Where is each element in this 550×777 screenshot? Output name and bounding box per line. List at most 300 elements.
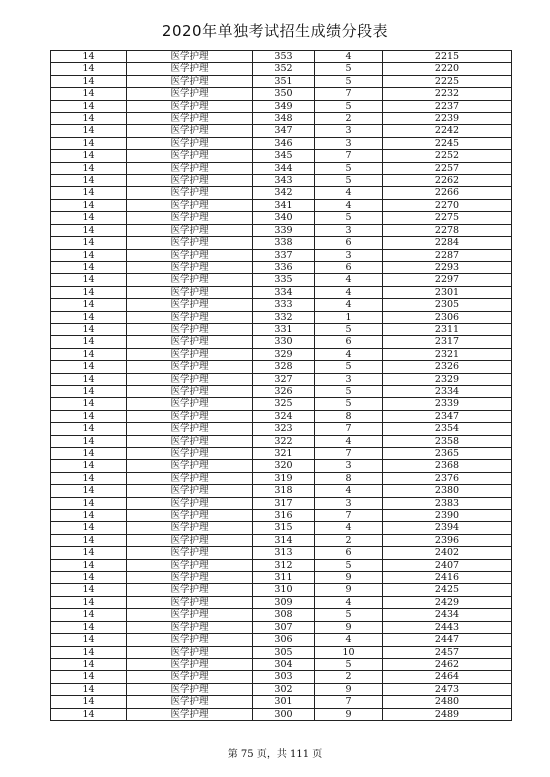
count-cell: 4 — [315, 634, 383, 646]
table-row — [51, 485, 512, 497]
category-code-cell: 14 — [51, 596, 127, 608]
score-cell: 307 — [253, 621, 315, 633]
major-cell: 医学护理 — [127, 534, 253, 546]
table-row — [51, 336, 512, 348]
count-cell: 9 — [315, 584, 383, 596]
page-title: 2020年单独考试招生成绩分段表 — [161, 22, 389, 40]
category-code-cell: 14 — [51, 646, 127, 658]
major-cell: 医学护理 — [127, 423, 253, 435]
score-cell: 313 — [253, 547, 315, 559]
score-cell: 306 — [253, 634, 315, 646]
major-cell: 医学护理 — [127, 63, 253, 75]
major-cell: 医学护理 — [127, 410, 253, 422]
count-cell: 5 — [315, 75, 383, 87]
table-row — [51, 361, 512, 373]
cumulative-cell: 2225 — [383, 75, 512, 87]
score-cell: 339 — [253, 224, 315, 236]
cumulative-cell: 2368 — [383, 460, 512, 472]
category-code-cell: 14 — [51, 274, 127, 286]
count-cell: 5 — [315, 385, 383, 397]
category-code-cell: 14 — [51, 385, 127, 397]
table-row — [51, 646, 512, 658]
count-cell: 1 — [315, 311, 383, 323]
score-cell: 324 — [253, 410, 315, 422]
major-cell: 医学护理 — [127, 212, 253, 224]
score-cell: 333 — [253, 299, 315, 311]
cumulative-cell: 2464 — [383, 671, 512, 683]
major-cell: 医学护理 — [127, 175, 253, 187]
table-row — [51, 323, 512, 335]
score-cell: 319 — [253, 472, 315, 484]
score-cell: 330 — [253, 336, 315, 348]
count-cell: 9 — [315, 708, 383, 720]
major-cell: 医学护理 — [127, 609, 253, 621]
score-cell: 342 — [253, 187, 315, 199]
major-cell: 医学护理 — [127, 299, 253, 311]
category-code-cell: 14 — [51, 634, 127, 646]
count-cell: 4 — [315, 199, 383, 211]
major-cell: 医学护理 — [127, 373, 253, 385]
cumulative-cell: 2239 — [383, 113, 512, 125]
cumulative-cell: 2489 — [383, 708, 512, 720]
score-cell: 323 — [253, 423, 315, 435]
table-row — [51, 671, 512, 683]
count-cell: 8 — [315, 472, 383, 484]
table-row — [51, 683, 512, 695]
category-code-cell: 14 — [51, 137, 127, 149]
table-row — [51, 75, 512, 87]
count-cell: 5 — [315, 212, 383, 224]
score-cell: 325 — [253, 398, 315, 410]
category-code-cell: 14 — [51, 212, 127, 224]
category-code-cell: 14 — [51, 460, 127, 472]
cumulative-cell: 2311 — [383, 323, 512, 335]
category-code-cell: 14 — [51, 572, 127, 584]
table-row — [51, 348, 512, 360]
score-cell: 353 — [253, 51, 315, 63]
table-row — [51, 51, 512, 63]
table-row — [51, 175, 512, 187]
count-cell: 10 — [315, 646, 383, 658]
table-row — [51, 88, 512, 100]
cumulative-cell: 2416 — [383, 572, 512, 584]
cumulative-cell: 2266 — [383, 187, 512, 199]
cumulative-cell: 2245 — [383, 137, 512, 149]
page-footer: 第 75 页，共 111 页 — [227, 749, 323, 760]
score-cell: 309 — [253, 596, 315, 608]
cumulative-cell: 2457 — [383, 646, 512, 658]
category-code-cell: 14 — [51, 187, 127, 199]
table-row — [51, 559, 512, 571]
major-cell: 医学护理 — [127, 547, 253, 559]
count-cell: 7 — [315, 696, 383, 708]
score-cell: 318 — [253, 485, 315, 497]
major-cell: 医学护理 — [127, 398, 253, 410]
cumulative-cell: 2390 — [383, 510, 512, 522]
category-code-cell: 14 — [51, 348, 127, 360]
count-cell: 7 — [315, 510, 383, 522]
count-cell: 2 — [315, 113, 383, 125]
category-code-cell: 14 — [51, 261, 127, 273]
count-cell: 4 — [315, 286, 383, 298]
table-row — [51, 299, 512, 311]
score-cell: 304 — [253, 658, 315, 670]
table-row — [51, 199, 512, 211]
category-code-cell: 14 — [51, 175, 127, 187]
major-cell: 医学护理 — [127, 137, 253, 149]
score-cell: 300 — [253, 708, 315, 720]
major-cell: 医学护理 — [127, 708, 253, 720]
score-cell: 336 — [253, 261, 315, 273]
score-table-body — [51, 51, 512, 721]
score-cell: 327 — [253, 373, 315, 385]
major-cell: 医学护理 — [127, 658, 253, 670]
score-cell: 345 — [253, 150, 315, 162]
major-cell: 医学护理 — [127, 671, 253, 683]
table-row — [51, 286, 512, 298]
major-cell: 医学护理 — [127, 472, 253, 484]
table-row — [51, 423, 512, 435]
table-row — [51, 460, 512, 472]
count-cell: 3 — [315, 497, 383, 509]
major-cell: 医学护理 — [127, 199, 253, 211]
table-row — [51, 572, 512, 584]
score-cell: 310 — [253, 584, 315, 596]
count-cell: 3 — [315, 224, 383, 236]
major-cell: 医学护理 — [127, 323, 253, 335]
table-row — [51, 249, 512, 261]
count-cell: 9 — [315, 572, 383, 584]
score-cell: 301 — [253, 696, 315, 708]
score-cell: 348 — [253, 113, 315, 125]
category-code-cell: 14 — [51, 336, 127, 348]
category-code-cell: 14 — [51, 609, 127, 621]
table-row — [51, 187, 512, 199]
table-row — [51, 212, 512, 224]
cumulative-cell: 2287 — [383, 249, 512, 261]
cumulative-cell: 2301 — [383, 286, 512, 298]
table-row — [51, 658, 512, 670]
score-cell: 326 — [253, 385, 315, 397]
count-cell: 9 — [315, 683, 383, 695]
category-code-cell: 14 — [51, 249, 127, 261]
category-code-cell: 14 — [51, 658, 127, 670]
category-code-cell: 14 — [51, 621, 127, 633]
score-cell: 332 — [253, 311, 315, 323]
category-code-cell: 14 — [51, 683, 127, 695]
major-cell: 医学护理 — [127, 522, 253, 534]
category-code-cell: 14 — [51, 472, 127, 484]
score-cell: 344 — [253, 162, 315, 174]
category-code-cell: 14 — [51, 237, 127, 249]
major-cell: 医学护理 — [127, 88, 253, 100]
score-cell: 317 — [253, 497, 315, 509]
cumulative-cell: 2262 — [383, 175, 512, 187]
table-row — [51, 311, 512, 323]
table-row — [51, 274, 512, 286]
major-cell: 医学护理 — [127, 361, 253, 373]
table-row — [51, 398, 512, 410]
cumulative-cell: 2443 — [383, 621, 512, 633]
category-code-cell: 14 — [51, 510, 127, 522]
category-code-cell: 14 — [51, 199, 127, 211]
count-cell: 4 — [315, 51, 383, 63]
score-table — [50, 50, 512, 721]
table-row — [51, 634, 512, 646]
count-cell: 4 — [315, 348, 383, 360]
category-code-cell: 14 — [51, 696, 127, 708]
score-cell: 343 — [253, 175, 315, 187]
category-code-cell: 14 — [51, 311, 127, 323]
table-row — [51, 547, 512, 559]
cumulative-cell: 2237 — [383, 100, 512, 112]
score-cell: 312 — [253, 559, 315, 571]
score-cell: 315 — [253, 522, 315, 534]
major-cell: 医学护理 — [127, 162, 253, 174]
cumulative-cell: 2429 — [383, 596, 512, 608]
score-cell: 350 — [253, 88, 315, 100]
cumulative-cell: 2305 — [383, 299, 512, 311]
count-cell: 6 — [315, 261, 383, 273]
major-cell: 医学护理 — [127, 261, 253, 273]
cumulative-cell: 2394 — [383, 522, 512, 534]
table-row — [51, 609, 512, 621]
major-cell: 医学护理 — [127, 286, 253, 298]
major-cell: 医学护理 — [127, 696, 253, 708]
cumulative-cell: 2278 — [383, 224, 512, 236]
cumulative-cell: 2321 — [383, 348, 512, 360]
table-row — [51, 224, 512, 236]
score-cell: 302 — [253, 683, 315, 695]
cumulative-cell: 2242 — [383, 125, 512, 137]
score-cell: 346 — [253, 137, 315, 149]
count-cell: 6 — [315, 547, 383, 559]
count-cell: 4 — [315, 274, 383, 286]
count-cell: 4 — [315, 299, 383, 311]
cumulative-cell: 2232 — [383, 88, 512, 100]
score-cell: 322 — [253, 435, 315, 447]
table-row — [51, 522, 512, 534]
count-cell: 2 — [315, 534, 383, 546]
score-cell: 349 — [253, 100, 315, 112]
score-cell: 338 — [253, 237, 315, 249]
count-cell: 7 — [315, 150, 383, 162]
count-cell: 5 — [315, 323, 383, 335]
table-row — [51, 696, 512, 708]
score-cell: 352 — [253, 63, 315, 75]
table-row — [51, 621, 512, 633]
cumulative-cell: 2376 — [383, 472, 512, 484]
table-row — [51, 100, 512, 112]
count-cell: 4 — [315, 187, 383, 199]
cumulative-cell: 2284 — [383, 237, 512, 249]
cumulative-cell: 2447 — [383, 634, 512, 646]
cumulative-cell: 2220 — [383, 63, 512, 75]
count-cell: 5 — [315, 609, 383, 621]
cumulative-cell: 2380 — [383, 485, 512, 497]
category-code-cell: 14 — [51, 63, 127, 75]
category-code-cell: 14 — [51, 485, 127, 497]
table-row — [51, 373, 512, 385]
category-code-cell: 14 — [51, 150, 127, 162]
count-cell: 3 — [315, 373, 383, 385]
score-cell: 351 — [253, 75, 315, 87]
major-cell: 医学护理 — [127, 51, 253, 63]
cumulative-cell: 2317 — [383, 336, 512, 348]
cumulative-cell: 2383 — [383, 497, 512, 509]
cumulative-cell: 2473 — [383, 683, 512, 695]
category-code-cell: 14 — [51, 423, 127, 435]
count-cell: 4 — [315, 435, 383, 447]
count-cell: 7 — [315, 88, 383, 100]
count-cell: 6 — [315, 237, 383, 249]
category-code-cell: 14 — [51, 708, 127, 720]
cumulative-cell: 2293 — [383, 261, 512, 273]
count-cell: 5 — [315, 361, 383, 373]
score-cell: 311 — [253, 572, 315, 584]
category-code-cell: 14 — [51, 547, 127, 559]
major-cell: 医学护理 — [127, 311, 253, 323]
category-code-cell: 14 — [51, 410, 127, 422]
count-cell: 7 — [315, 448, 383, 460]
major-cell: 医学护理 — [127, 348, 253, 360]
cumulative-cell: 2215 — [383, 51, 512, 63]
category-code-cell: 14 — [51, 100, 127, 112]
table-row — [51, 435, 512, 447]
score-cell: 335 — [253, 274, 315, 286]
major-cell: 医学护理 — [127, 249, 253, 261]
cumulative-cell: 2257 — [383, 162, 512, 174]
count-cell: 3 — [315, 460, 383, 472]
table-row — [51, 385, 512, 397]
score-cell: 303 — [253, 671, 315, 683]
category-code-cell: 14 — [51, 448, 127, 460]
count-cell: 6 — [315, 336, 383, 348]
table-row — [51, 448, 512, 460]
cumulative-cell: 2275 — [383, 212, 512, 224]
score-cell: 320 — [253, 460, 315, 472]
cumulative-cell: 2407 — [383, 559, 512, 571]
cumulative-cell: 2396 — [383, 534, 512, 546]
count-cell: 3 — [315, 137, 383, 149]
score-cell: 316 — [253, 510, 315, 522]
category-code-cell: 14 — [51, 497, 127, 509]
major-cell: 医学护理 — [127, 150, 253, 162]
cumulative-cell: 2358 — [383, 435, 512, 447]
category-code-cell: 14 — [51, 125, 127, 137]
count-cell: 3 — [315, 125, 383, 137]
major-cell: 医学护理 — [127, 572, 253, 584]
table-row — [51, 510, 512, 522]
cumulative-cell: 2329 — [383, 373, 512, 385]
cumulative-cell: 2252 — [383, 150, 512, 162]
count-cell: 8 — [315, 410, 383, 422]
category-code-cell: 14 — [51, 323, 127, 335]
cumulative-cell: 2425 — [383, 584, 512, 596]
table-row — [51, 137, 512, 149]
category-code-cell: 14 — [51, 534, 127, 546]
major-cell: 医学护理 — [127, 497, 253, 509]
major-cell: 医学护理 — [127, 75, 253, 87]
category-code-cell: 14 — [51, 671, 127, 683]
category-code-cell: 14 — [51, 113, 127, 125]
cumulative-cell: 2462 — [383, 658, 512, 670]
cumulative-cell: 2306 — [383, 311, 512, 323]
major-cell: 医学护理 — [127, 125, 253, 137]
table-row — [51, 63, 512, 75]
cumulative-cell: 2480 — [383, 696, 512, 708]
count-cell: 5 — [315, 658, 383, 670]
major-cell: 医学护理 — [127, 584, 253, 596]
category-code-cell: 14 — [51, 299, 127, 311]
category-code-cell: 14 — [51, 435, 127, 447]
table-row — [51, 534, 512, 546]
score-cell: 331 — [253, 323, 315, 335]
cumulative-cell: 2339 — [383, 398, 512, 410]
major-cell: 医学护理 — [127, 435, 253, 447]
category-code-cell: 14 — [51, 373, 127, 385]
major-cell: 医学护理 — [127, 460, 253, 472]
score-cell: 328 — [253, 361, 315, 373]
table-row — [51, 113, 512, 125]
cumulative-cell: 2270 — [383, 199, 512, 211]
category-code-cell: 14 — [51, 162, 127, 174]
cumulative-cell: 2326 — [383, 361, 512, 373]
count-cell: 5 — [315, 162, 383, 174]
count-cell: 4 — [315, 596, 383, 608]
cumulative-cell: 2334 — [383, 385, 512, 397]
major-cell: 医学护理 — [127, 634, 253, 646]
table-row — [51, 472, 512, 484]
score-cell: 308 — [253, 609, 315, 621]
major-cell: 医学护理 — [127, 224, 253, 236]
cumulative-cell: 2347 — [383, 410, 512, 422]
category-code-cell: 14 — [51, 584, 127, 596]
count-cell: 5 — [315, 63, 383, 75]
table-row — [51, 410, 512, 422]
cumulative-cell: 2365 — [383, 448, 512, 460]
category-code-cell: 14 — [51, 51, 127, 63]
score-cell: 305 — [253, 646, 315, 658]
score-cell: 337 — [253, 249, 315, 261]
count-cell: 5 — [315, 100, 383, 112]
major-cell: 医学护理 — [127, 559, 253, 571]
table-row — [51, 584, 512, 596]
category-code-cell: 14 — [51, 75, 127, 87]
table-row — [51, 162, 512, 174]
major-cell: 医学护理 — [127, 274, 253, 286]
category-code-cell: 14 — [51, 398, 127, 410]
major-cell: 医学护理 — [127, 683, 253, 695]
major-cell: 医学护理 — [127, 448, 253, 460]
table-row — [51, 125, 512, 137]
count-cell: 3 — [315, 249, 383, 261]
major-cell: 医学护理 — [127, 485, 253, 497]
major-cell: 医学护理 — [127, 187, 253, 199]
count-cell: 7 — [315, 423, 383, 435]
count-cell: 5 — [315, 398, 383, 410]
cumulative-cell: 2434 — [383, 609, 512, 621]
score-cell: 347 — [253, 125, 315, 137]
major-cell: 医学护理 — [127, 510, 253, 522]
category-code-cell: 14 — [51, 88, 127, 100]
major-cell: 医学护理 — [127, 113, 253, 125]
category-code-cell: 14 — [51, 559, 127, 571]
major-cell: 医学护理 — [127, 646, 253, 658]
major-cell: 医学护理 — [127, 336, 253, 348]
count-cell: 9 — [315, 621, 383, 633]
table-row — [51, 261, 512, 273]
